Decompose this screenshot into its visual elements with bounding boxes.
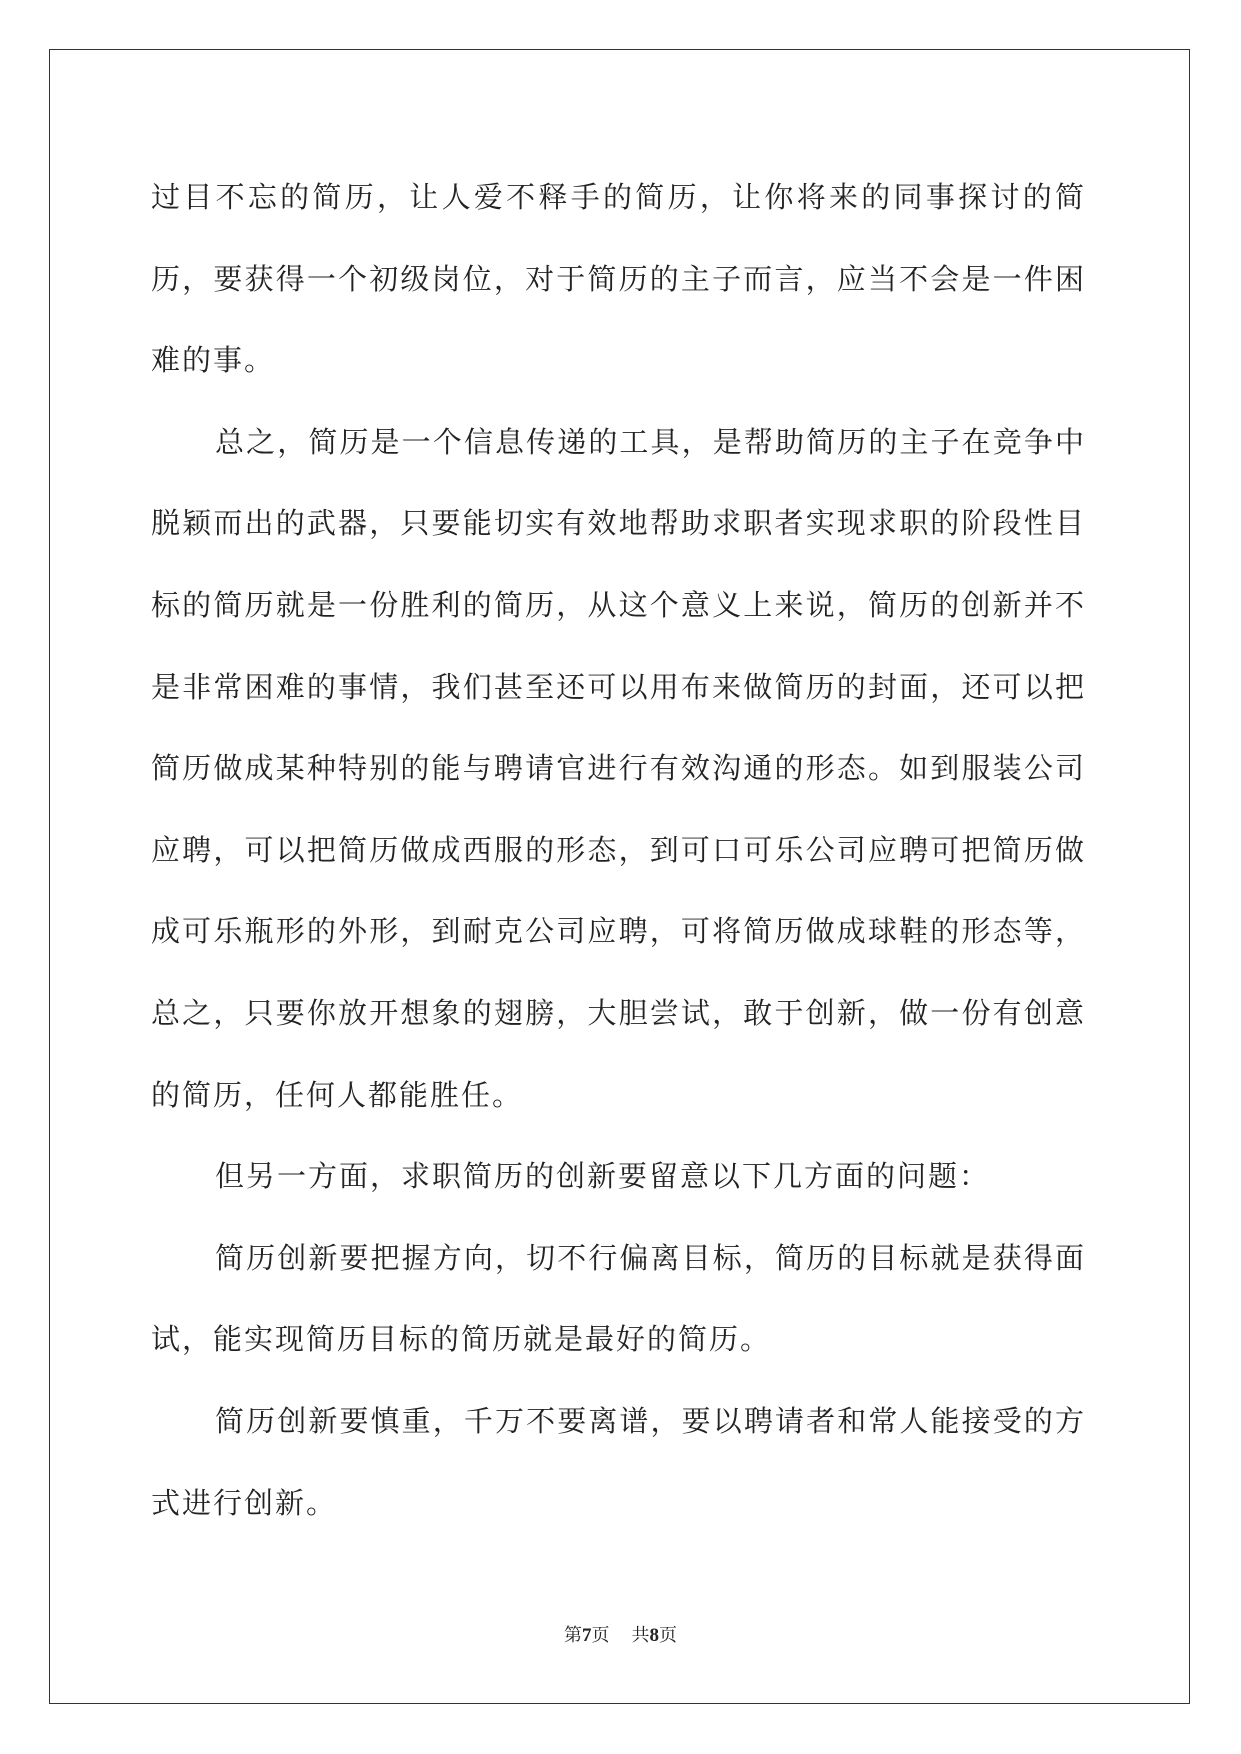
paragraph-3: 但另一方面，求职简历的创新要留意以下几方面的问题： [215,1159,991,1194]
total-prefix: 共 [631,1625,650,1646]
document-body [151,157,1086,1544]
current-page-number: 7 [582,1625,592,1646]
paragraph-1: 过目不忘的简历，让人爱不释手的简历，让你将来的同事探讨的简历，要获得一个初级岗位，对于简历的主子而言，应当不会是一件困难的事。 [151,180,1086,378]
page-unit: 页 [591,1625,610,1646]
paragraph-5: 简历创新要慎重，千万不要离谱，要以聘请者和常人能接受的方式进行创新。 [151,1403,1086,1520]
page-footer [0,1621,1241,1647]
total-page-count: 8 [649,1625,659,1646]
paragraph-4: 简历创新要把握方向，切不行偏离目标，简历的目标就是获得面试，能实现简历目标的简历就是最好的简历。 [151,1240,1086,1357]
paragraph-2: 总之，简历是一个信息传递的工具，是帮助简历的主子在竞争中脱颖而出的武器，只要能切实有效地帮助求职者实现求职的阶段性目标的简历就是一份胜利的简历，从这个意义上来说，简历的创新并不是非常困难的事情，我们甚至还可以用布来做简历的封面，还可以把简历做成某种特别的能与聘请官进行有效沟通的形态。如到服装公司应聘，可以把简历做成西服的形态，到可口可乐公司应聘可把简历做成可乐瓶形的外形，到耐克公司应聘，可将简历做成球鞋的形态等，总之，只要你放开想象的翅膀，大胆尝试，敢于创新，做一份有创意的简历，任何人都能胜任。 [151,424,1086,1112]
page-prefix: 第 [564,1625,582,1646]
total-unit: 页 [659,1625,677,1646]
